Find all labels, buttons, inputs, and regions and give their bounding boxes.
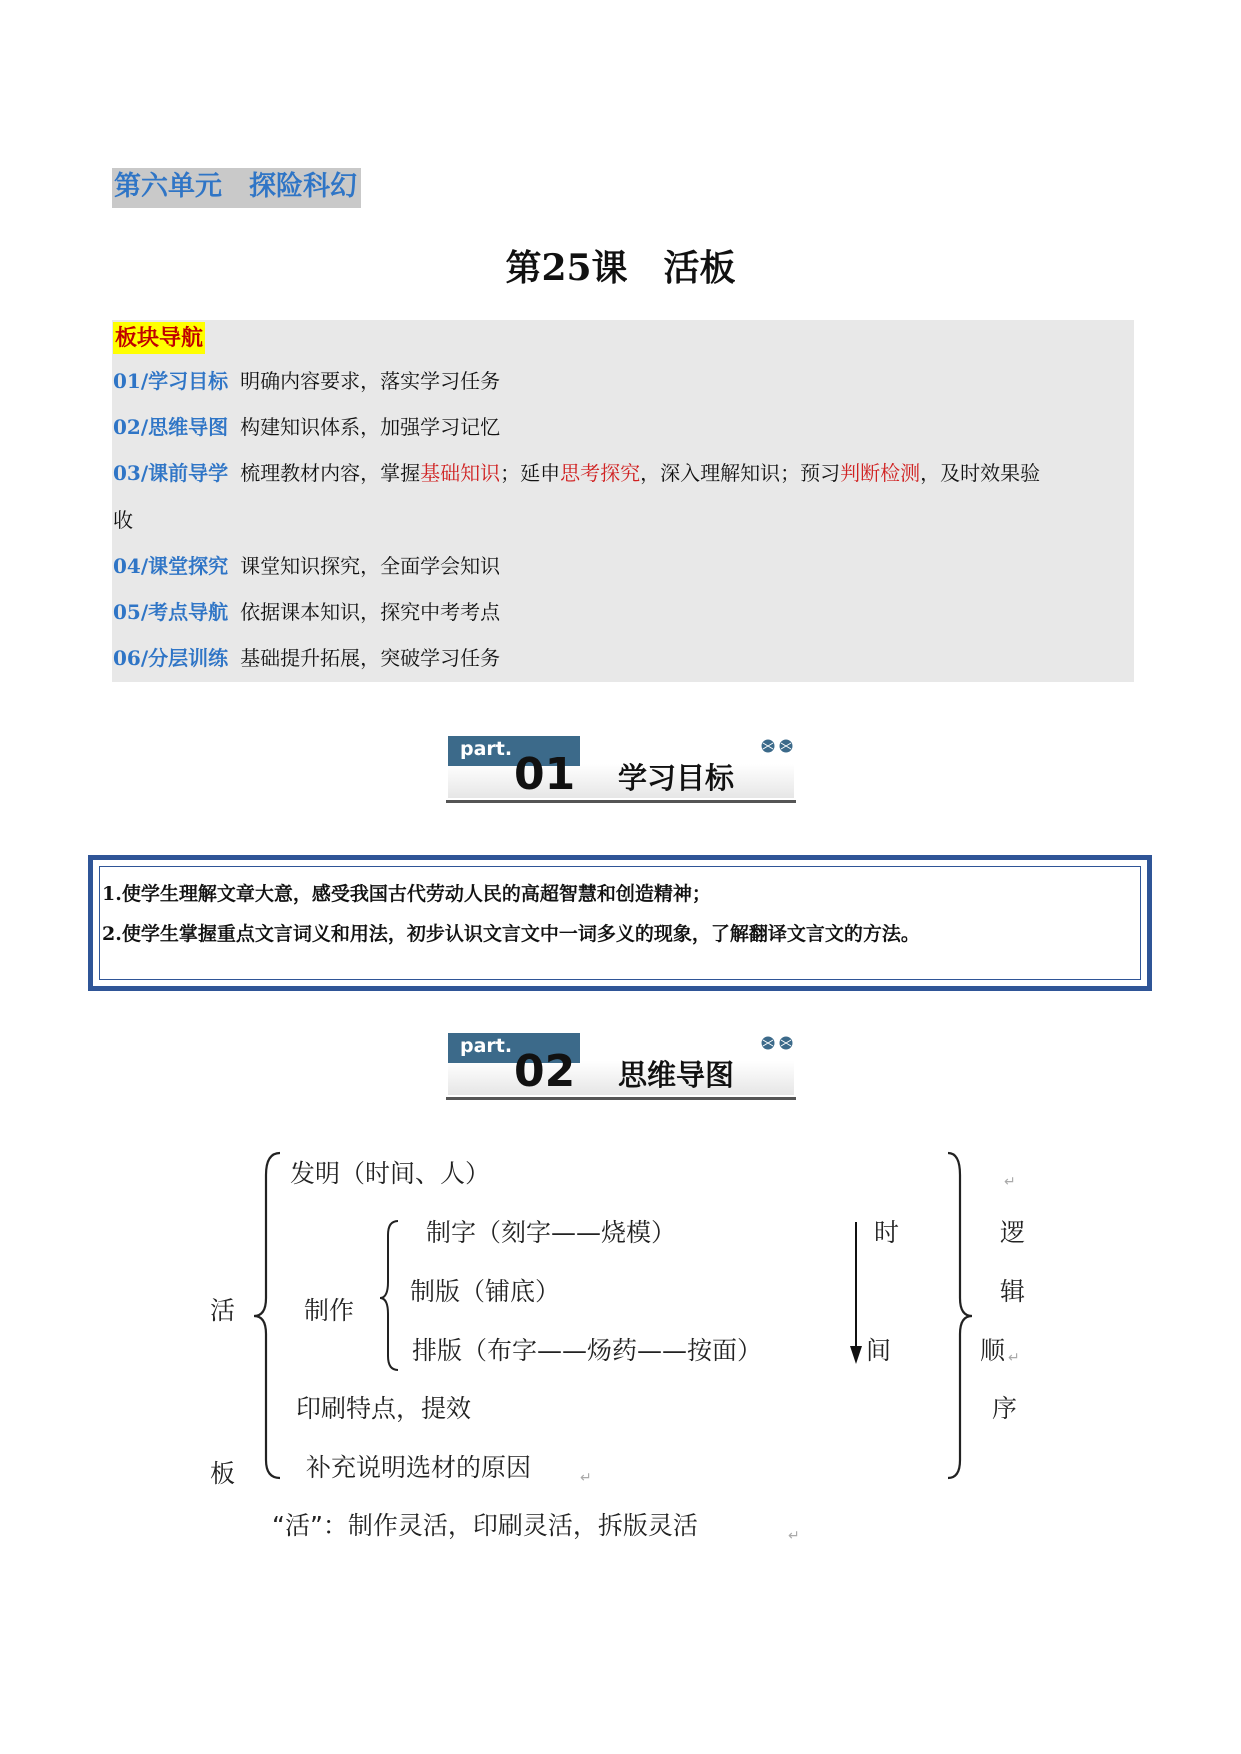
nav-item-text: 依据课本知识，探究中考考点 [240,600,501,624]
return-mark-icon: ↵ [580,1470,592,1486]
mindmap-make-item: 制字（刻字——烧模） [426,1218,677,1247]
return-mark-icon: ↵ [1008,1350,1020,1366]
nav-item-code: 03/课前导学 [113,461,229,485]
highlight-basic-knowledge: 基础知识 [420,461,501,485]
nav-item-code: 01/学习目标 [113,369,229,393]
nav-item-text: 明确内容要求，落实学习任务 [240,369,501,393]
mindmap-feature: 印刷特点，提效 [296,1394,472,1423]
banner-label: 思维导图 [618,1058,735,1092]
banner-number: 02 [514,1046,576,1097]
nav-item-text: 课堂知识探究，全面学会知识 [240,554,501,578]
mindmap-root-top: 活 [210,1296,236,1325]
nav-item-code: 02/思维导图 [113,415,229,439]
mindmap-invent: 发明（时间、人） [290,1159,491,1188]
main-brace [254,1153,280,1478]
nav-item-text: 基础提升拓展，突破学习任务 [240,646,501,670]
banner-number: 01 [514,749,576,800]
nav-item-text: 梳理教材内容，掌握 [240,461,421,485]
nav-item-code: 05/考点导航 [113,600,229,624]
nav-item-text: ，深入理解知识；预习 [640,461,841,485]
mindmap-time-top: 时 [874,1218,900,1247]
mindmap-logic-char: 辑 [1000,1277,1026,1306]
unit-title: 第六单元 探险科幻 [112,168,361,208]
return-mark-icon: ↵ [788,1528,800,1544]
nav-item-code: 06/分层训练 [113,646,229,670]
goal-item: 2.使学生掌握重点文言词义和用法，初步认识文言文中一词多义的现象，了解翻译文言文的方法。 [102,923,920,945]
make-brace [380,1221,398,1370]
mindmap-root-bottom: 板 [210,1459,236,1488]
mindmap-make: 制作 [304,1296,355,1325]
mindmap-make-item: 排版（布字——炀药——按面） [412,1336,763,1365]
return-mark-icon: ↵ [1004,1174,1016,1190]
mindmap-time-bottom: 间 [866,1336,892,1365]
nav-item-preview-cont: 收 [113,508,133,532]
nav-item-text: 构建知识体系，加强学习记忆 [240,415,501,439]
banner-part-label: part. [460,738,513,760]
time-arrow-head [850,1346,862,1364]
mindmap-logic-char: 顺 [980,1336,1006,1365]
banner-part-label: part. [460,1035,513,1057]
mindmap-logic-char: 序 [992,1394,1018,1423]
goal-item: 1.使学生理解文章大意，感受我国古代劳动人民的高超智慧和创造精神； [102,883,711,905]
mindmap-reason: 补充说明选材的原因 [306,1453,532,1482]
mindmap-make-item: 制版（铺底） [410,1277,561,1306]
banner-label: 学习目标 [618,761,735,795]
highlight-inquiry: 思考探究 [560,461,641,485]
logic-brace [948,1153,972,1478]
mindmap-logic-char: 逻 [1000,1218,1026,1247]
highlight-check: 判断检测 [840,461,921,485]
nav-item-text: ；延申 [500,461,561,485]
nav-item-text: ，及时效果验 [920,461,1041,485]
nav-item-code: 04/课堂探究 [113,554,229,578]
section-nav-title: 板块导航 [113,322,205,354]
mindmap-summary: “活”：制作灵活，印刷灵活，拆版灵活 [272,1511,698,1540]
lesson-title: 第25课 活板 [505,247,736,289]
